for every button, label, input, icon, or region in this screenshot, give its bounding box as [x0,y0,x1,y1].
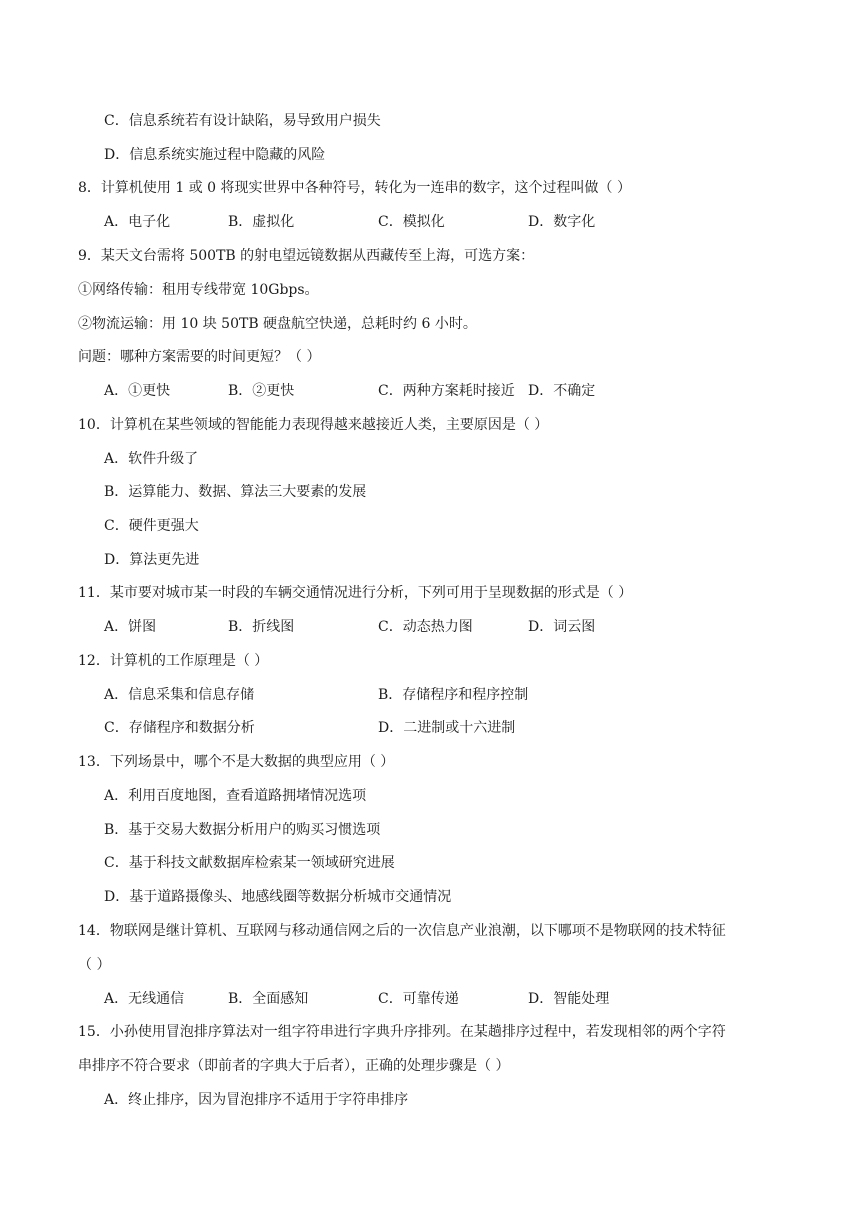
q13-option-d: D．基于道路摄像头、地感线圈等数据分析城市交通情况 [104,889,452,905]
q9-option-d: D．不确定 [528,383,596,399]
q10-option-c: C．硬件更强大 [104,518,199,534]
q10-option-b: B．运算能力、数据、算法三大要素的发展 [104,484,367,500]
q10-option-a: A．软件升级了 [104,451,199,467]
q13-option-b: B．基于交易大数据分析用户的购买习惯选项 [104,822,381,838]
q14-stem-line2: （ ） [78,957,111,973]
q13-option-c: C．基于科技文献数据库检索某一领域研究进展 [104,855,395,871]
q8-option-a: A．电子化 [104,214,171,230]
q15-stem-line1: 15．小孙使用冒泡排序算法对一组字符串进行字典升序排列。在某趟排序过程中，若发现相邻的两个字符 [78,1024,726,1040]
q14-option-a: A．无线通信 [104,991,185,1007]
q8-option-b: B．虚拟化 [228,214,295,230]
q11-stem: 11．某市要对城市某一时段的车辆交通情况进行分析，下列可用于呈现数据的形式是（ ） [78,585,633,601]
q15-option-a: A．终止排序，因为冒泡排序不适用于字符串排序 [104,1092,409,1108]
q15-stem-line2: 串排序不符合要求（即前者的字典大于后者），正确的处理步骤是（ ） [78,1058,510,1074]
q7-option-c: C．信息系统若有设计缺陷，易导致用户损失 [104,113,381,129]
q12-stem: 12．计算机的工作原理是（ ） [78,653,269,669]
q12-option-c: C．存储程序和数据分析 [104,720,255,736]
q11-option-c: C．动态热力图 [378,619,473,635]
q9-scheme-1: ①网络传输：租用专线带宽 10Gbps。 [78,282,319,298]
q12-option-b: B．存储程序和程序控制 [378,687,529,703]
q14-option-c: C．可靠传递 [378,991,459,1007]
q12-option-d: D．二进制或十六进制 [378,720,516,736]
q9-option-a: A．①更快 [104,383,171,399]
q9-stem: 9．某天文台需将 500TB 的射电望远镜数据从西藏传至上海，可选方案： [78,248,535,264]
q14-option-d: D．智能处理 [528,991,610,1007]
q11-option-b: B．折线图 [228,619,295,635]
q8-option-d: D．数字化 [528,214,596,230]
q14-stem-line1: 14．物联网是继计算机、互联网与移动通信网之后的一次信息产业浪潮，以下哪项不是物联网的技术特征 [78,923,726,939]
q10-stem: 10．计算机在某些领域的智能能力表现得越来越接近人类，主要原因是（ ） [78,417,549,433]
q12-option-a: A．信息采集和信息存储 [104,687,255,703]
q13-stem: 13．下列场景中，哪个不是大数据的典型应用（ ） [78,754,395,770]
q9-option-c: C．两种方案耗时接近 [378,383,515,399]
q9-option-b: B．②更快 [228,383,295,399]
q8-option-c: C．模拟化 [378,214,445,230]
q14-option-b: B．全面感知 [228,991,309,1007]
q10-option-d: D．算法更先进 [104,552,200,568]
q8-stem: 8．计算机使用 1 或 0 将现实世界中各种符号，转化为一连串的数字，这个过程叫做（ ） [78,180,631,196]
q9-scheme-2: ②物流运输：用 10 块 50TB 硬盘航空快递，总耗时约 6 小时。 [78,316,477,332]
q7-option-d: D．信息系统实施过程中隐藏的风险 [104,147,326,163]
q13-option-a: A．利用百度地图，查看道路拥堵情况选项 [104,788,367,804]
q11-option-a: A．饼图 [104,619,157,635]
q9-question: 问题：哪种方案需要的时间更短？（ ） [78,349,321,365]
q11-option-d: D．词云图 [528,619,596,635]
